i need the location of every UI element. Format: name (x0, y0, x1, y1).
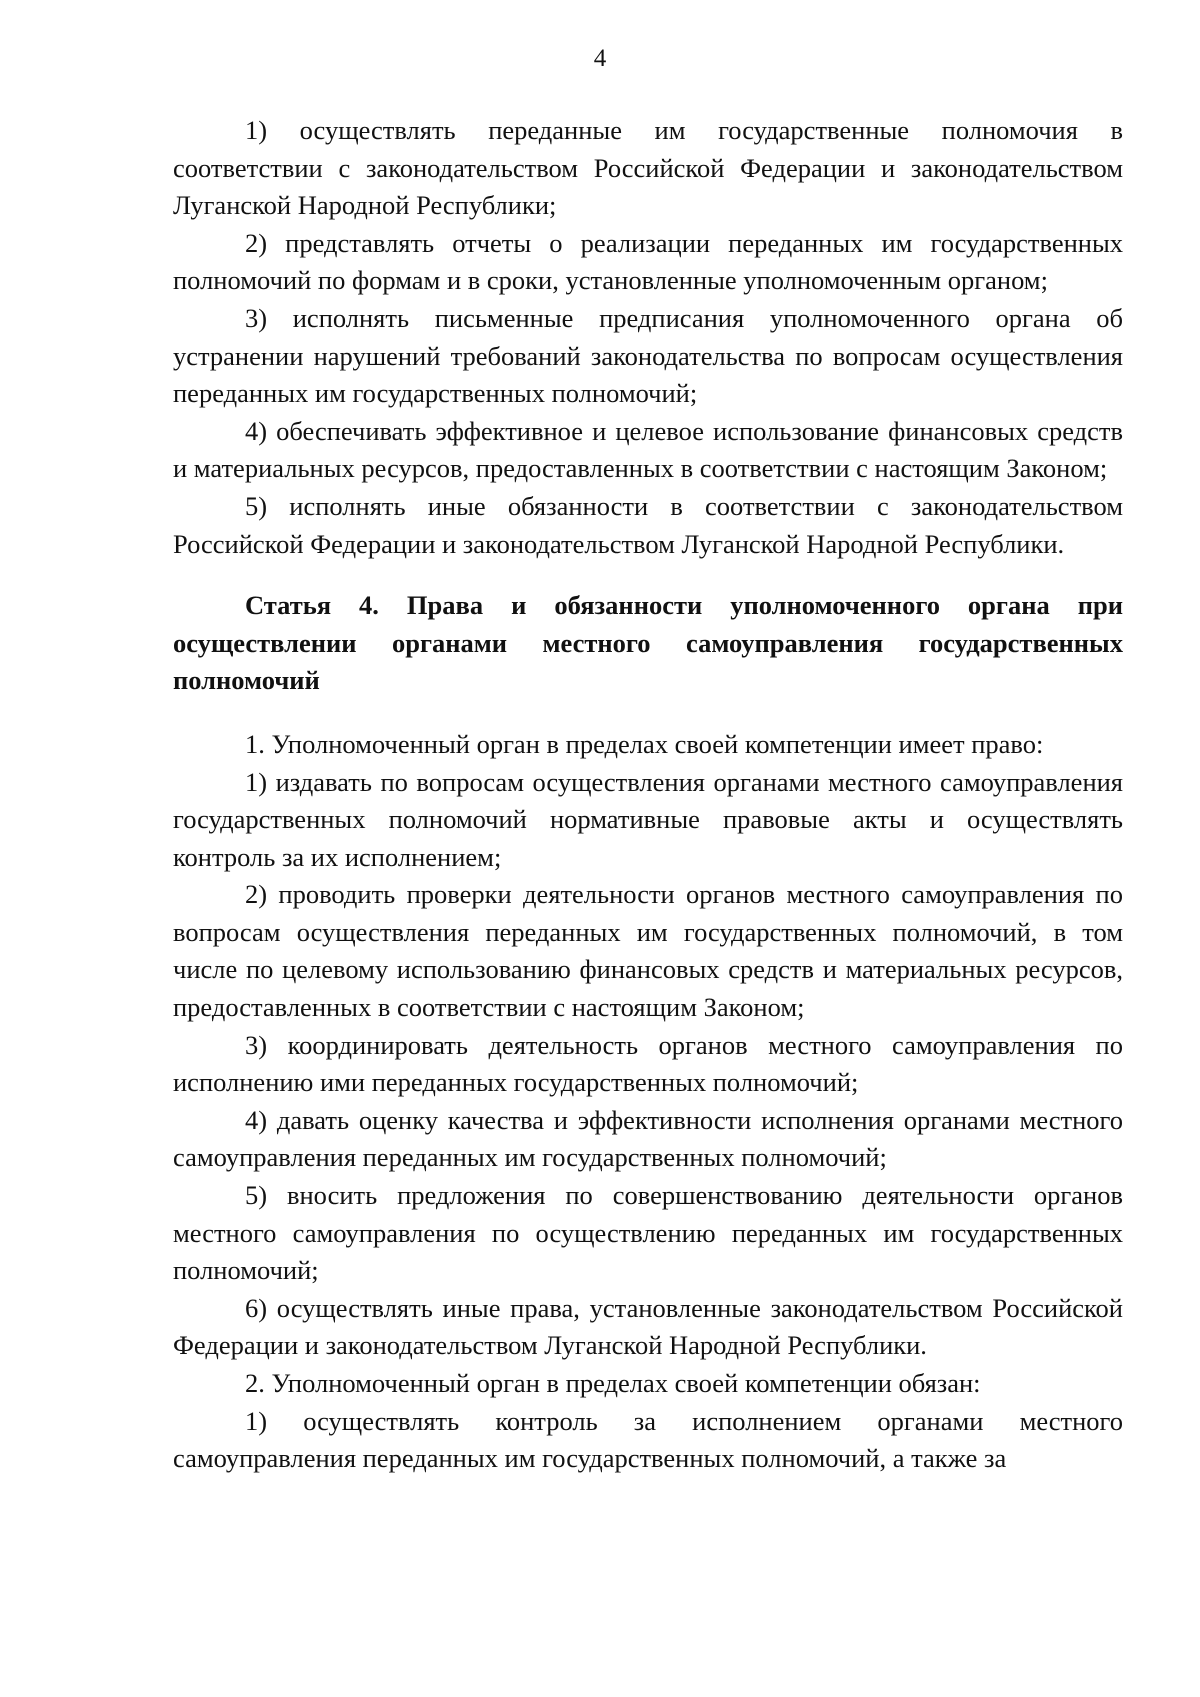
right-item-3: 3) координировать деятельность органов местного самоуправления по исполнению ими переданных государственных полномочий; (173, 1029, 1123, 1098)
obligation-item-2: 2) представлять отчеты о реализации переданных им государственных полномочий по формам и в сроки, установленные уполномоченным органом; (173, 227, 1123, 296)
right-item-1: 1) издавать по вопросам осуществления органами местного самоуправления государственных полномочий нормативные правовые акты и осуществлять контроль за их исполнением; (173, 766, 1123, 872)
right-item-2: 2) проводить проверки деятельности органов местного самоуправления по вопросам осуществления переданных им государственных полномочий, в том числе по целевому использованию финансовых средств и материальных ресурсов, предоставленных в соответствии с настоящим Законом; (173, 879, 1123, 1023)
obligation-item-4: 4) обеспечивать эффективное и целевое использование финансовых средств и материальных ресурсов, предоставленных в соответствии с настоящим Законом; (173, 415, 1123, 484)
obligation-item-1: 1) осуществлять переданные им государственные полномочия в соответствии с законодательством Российской Федерации и законодательством Луганской Народной Республики; (173, 115, 1123, 221)
right-item-6: 6) осуществлять иные права, установленные законодательством Российской Федерации и законодательством Луганской Народной Республики. (173, 1292, 1123, 1361)
obligation-item-3: 3) исполнять письменные предписания уполномоченного органа об устранении нарушений требований законодательства по вопросам осуществления переданных им государственных полномочий; (173, 302, 1123, 409)
article-4-part-1-intro: 1. Уполномоченный орган в пределах своей компетенции имеет право: (245, 728, 1044, 759)
obligation-item-5: 5) исполнять иные обязанности в соответствии с законодательством Российской Федерации и законодательством Луганской Народной Республики. (173, 490, 1123, 559)
article-4-heading: Статья 4. Права и обязанности уполномоченного органа при осуществлении органами местного самоуправления государственных полномочий (173, 590, 1123, 696)
page-number: 4 (593, 45, 607, 72)
article-4-part-2-intro: 2. Уполномоченный орган в пределах своей компетенции обязан: (245, 1368, 981, 1398)
right-item-4: 4) давать оценку качества и эффективности исполнения органами местного самоуправления переданных им государственных полномочий; (173, 1104, 1123, 1173)
document-body (173, 112, 1123, 1478)
duty-item-1: 1) осуществлять контроль за исполнением органами местного самоуправления переданных им государственных полномочий, а также за (173, 1405, 1123, 1474)
right-item-5: 5) вносить предложения по совершенствованию деятельности органов местного самоуправления по осуществлению переданных им государственных полномочий; (173, 1180, 1123, 1286)
